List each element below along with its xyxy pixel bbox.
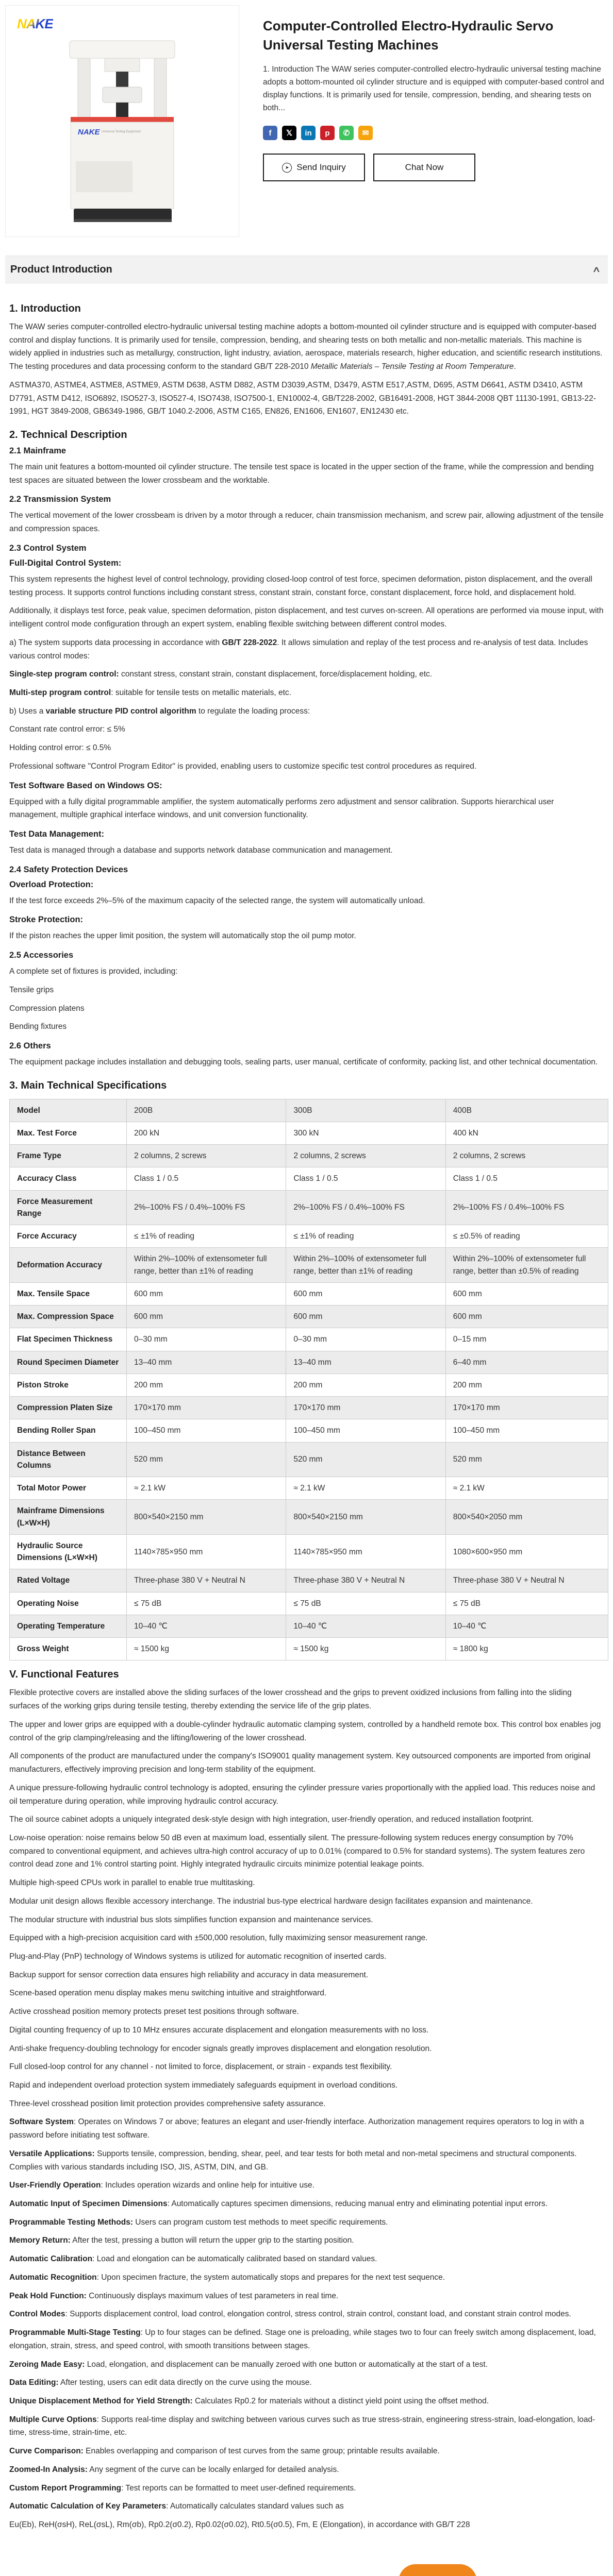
spec-cell: ≤ ±1% of reading (286, 1225, 445, 1248)
spec-cell: ≈ 2.1 kW (286, 1477, 445, 1500)
spec-cell: ≤ ±1% of reading (127, 1225, 286, 1248)
spec-cell: ≈ 2.1 kW (127, 1477, 286, 1500)
spec-cell: 200B (127, 1099, 286, 1122)
paragraph: The modular structure with industrial bus slots simplifies function expansion and maintenance services. (9, 1915, 373, 1924)
product-info-column (263, 5, 608, 237)
chevron-up-icon[interactable]: ∧ (592, 265, 601, 274)
paragraph: Automatic Input of Specimen Dimensions: Automatically captures specimen dimensions, reducing manual entry and eliminating potential input errors. (9, 2199, 548, 2209)
subsection-heading: Overload Protection: (9, 879, 94, 889)
spec-table (9, 1099, 608, 1661)
cta-button-row (263, 154, 608, 181)
paragraph: Three-level crosshead position limit protection provides comprehensive safety assurance. (9, 2099, 326, 2108)
share-icons-row (263, 126, 608, 140)
spec-row-label: Max. Compression Space (10, 1306, 127, 1328)
paragraph: Automatic Recognition: Upon specimen fracture, the system automatically stops and prepares for the next test sequence. (9, 2273, 445, 2282)
paragraph: ASTMA370, ASTME4, ASTME8, ASTME9, ASTM D638, ASTM D882, ASTM D3039,ASTM, D3479, ASTM E517,ASTM, D695, ASTM D6641, ASTM D3410, ASTM D7791, ASTM D412, ISO6892, ISO527-3, ISO527-4, ISO7438, ISO7500-1, EN10002-4, GB/T228-2002, GB16491-2008, HGT 3844-2008 QBT 11130-1991, GB13-22-1991, HGT 3849-2008, GB6349-1986, GB/T 1040.2-2006, ASTM C165, EN826, EN1606, EN1607, EN12430 etc. (9, 380, 596, 416)
paragraph: Custom Report Programming: Test reports can be formatted to meet user-defined requirements. (9, 2483, 356, 2493)
linkedin-icon[interactable]: in (301, 126, 316, 140)
spec-cell: 100–450 mm (445, 1419, 608, 1442)
spec-row-label: Mainframe Dimensions (L×W×H) (10, 1500, 127, 1535)
table-row (10, 1397, 608, 1419)
spec-cell: 2%–100% FS / 0.4%–100% FS (445, 1190, 608, 1225)
paragraph: Scene-based operation menu display makes menu switching intuitive and straightforward. (9, 1989, 327, 1998)
subsection-heading: Full-Digital Control System: (9, 558, 122, 568)
spec-cell: 520 mm (127, 1442, 286, 1477)
spec-cell: 600 mm (445, 1306, 608, 1328)
paragraph: b) Uses a variable structure PID control algorithm to regulate the loading process: (9, 706, 310, 716)
table-row (10, 1442, 608, 1477)
table-row (10, 1190, 608, 1225)
spec-cell: 1080×600×950 mm (445, 1534, 608, 1569)
spec-cell: 300B (286, 1099, 445, 1122)
subsection-heading: Test Data Management: (9, 829, 104, 839)
spec-row-label: Model (10, 1099, 127, 1122)
spec-cell: 2 columns, 2 screws (286, 1145, 445, 1167)
paragraph: Backup support for sensor correction data ensures high reliability and accuracy in data measurement. (9, 1970, 369, 1979)
paragraph: Peak Hold Function: Continuously displays maximum values of test parameters in real time. (9, 2291, 339, 2300)
section-title: Product Introduction (10, 263, 112, 275)
spec-cell: 100–450 mm (286, 1419, 445, 1442)
spec-cell: 600 mm (127, 1306, 286, 1328)
spec-cell: 1140×785×950 mm (127, 1534, 286, 1569)
paragraph: Unique Displacement Method for Yield Strength: Calculates Rp0.2 for materials without a distinct yield point using the offset method. (9, 2396, 489, 2405)
spec-cell: ≈ 1800 kg (445, 1638, 608, 1660)
spec-row-label: Gross Weight (10, 1638, 127, 1660)
spec-cell: ≤ 75 dB (445, 1592, 608, 1615)
paragraph: The vertical movement of the lower crossbeam is driven by a motor through a reducer, chain transmission mechanism, and screw pair, allowing adjustment of the tensile and compression spaces. (9, 511, 604, 534)
spec-cell: ≈ 1500 kg (286, 1638, 445, 1660)
paragraph: Test data is managed through a database and supports network database communication and management. (9, 845, 393, 855)
table-row (10, 1306, 608, 1328)
paragraph: The upper and lower grips are equipped with a double-cylinder hydraulic automatic clamping system, controlled by a handheld remote box. This control box enables jog control of the grip clamping/releasing and the lifting/lowering of the lower crosshead. (9, 1720, 601, 1742)
subsection-heading: 2.5 Accessories (9, 951, 74, 960)
svg-text:Universal Testing Equipment: Universal Testing Equipment (102, 130, 141, 133)
chat-now-button[interactable] (373, 154, 475, 181)
spec-cell: 170×170 mm (445, 1397, 608, 1419)
spec-row-label: Bending Roller Span (10, 1419, 127, 1442)
spec-cell: 2 columns, 2 screws (127, 1145, 286, 1167)
section-heading: 2. Technical Description (9, 429, 127, 441)
subsection-heading: 2.1 Mainframe (9, 446, 67, 456)
spec-cell: 0–30 mm (127, 1328, 286, 1351)
spec-cell: 10–40 ℃ (445, 1615, 608, 1637)
paragraph: Equipped with a fully digital programmable amplifier, the system automatically performs zero adjustment and sensor calibration. Supports hierarchical user management, multiple graphical interface windows, and unit conversion functionality. (9, 797, 554, 820)
subsection-heading: 2.3 Control System (9, 543, 87, 553)
spec-cell: 2%–100% FS / 0.4%–100% FS (286, 1190, 445, 1225)
spec-row-label: Accuracy Class (10, 1167, 127, 1190)
nav-item-feedback[interactable] (399, 2564, 476, 2576)
paragraph: User-Friendly Operation: Includes operation wizards and online help for intuitive use. (9, 2181, 314, 2190)
chat-now-label: Chat Now (405, 162, 444, 173)
spec-cell: 600 mm (286, 1282, 445, 1305)
brand-logo: NAKE (17, 16, 53, 31)
table-row (10, 1534, 608, 1569)
product-photo-card (5, 5, 239, 237)
spec-row-label: Deformation Accuracy (10, 1248, 127, 1283)
spec-cell: Class 1 / 0.5 (445, 1167, 608, 1190)
spec-row-label: Distance Between Columns (10, 1442, 127, 1477)
spec-cell: 13–40 mm (127, 1351, 286, 1374)
paragraph: Flexible protective covers are installed above the sliding surfaces of the lower crosshead and the grips to prevent oxidized inclusions from falling into the sliding surfaces of the working grips during tensile testing, thereby extending the service life of the grip plates. (9, 1688, 572, 1711)
spec-cell: 100–450 mm (127, 1419, 286, 1442)
subsection-heading: Stroke Protection: (9, 915, 84, 925)
spec-cell: Within 2%–100% of extensometer full range, better than ±0.5% of reading (445, 1248, 608, 1283)
table-row (10, 1615, 608, 1637)
paragraph: Holding control error: ≤ 0.5% (9, 743, 111, 753)
paragraph: Automatic Calibration: Load and elongation can be automatically calibrated based on standard values. (9, 2255, 377, 2264)
paragraph: Tensile grips (9, 985, 54, 994)
spec-cell: 2 columns, 2 screws (445, 1145, 608, 1167)
paragraph: Equipped with a high-precision acquisition card with ±500,000 resolution, fully maximizing sensor measurement range. (9, 1934, 428, 1943)
spec-cell: ≤ 75 dB (127, 1592, 286, 1615)
spec-cell: 800×540×2150 mm (127, 1500, 286, 1535)
facebook-icon[interactable]: f (263, 126, 277, 140)
spec-cell: 520 mm (445, 1442, 608, 1477)
paragraph: Bending fixtures (9, 1022, 67, 1031)
table-row (10, 1351, 608, 1374)
paragraph: Modular unit design allows flexible accessory interchange. The industrial bus-type electrical hardware design facilitates expansion and maintenance. (9, 1896, 533, 1906)
paragraph: a) The system supports data processing in accordance with GB/T 228-2022. It allows simulation and replay of the test process and re-analysis of test data. Includes various control modes: (9, 638, 588, 660)
paragraph: Low-noise operation: noise remains below 50 dB even at maximum load, essentially silent. The pressure-following system reduces energy consumption by 70% compared to conventional equipment, and achieves ultra-high control accuracy of up to 0.01% (compared to 0.5% for standard systems). The system features zero control dead zone and 1% control starting point. Highly integrated hydraulic circuits minimize potential leakage points. (9, 1833, 585, 1869)
spec-cell: 1140×785×950 mm (286, 1534, 445, 1569)
paragraph: Multiple Curve Options: Supports real-time display and switching between various curves such as true stress-strain, engineering stress-strain, load-elongation, load-time, stress-time, strain-time, etc. (9, 2415, 595, 2437)
spec-row-label: Frame Type (10, 1145, 127, 1167)
paragraph: Zoomed-In Analysis: Any segment of the curve can be locally enlarged for detailed analysis. (9, 2465, 339, 2474)
spec-cell: 170×170 mm (127, 1397, 286, 1419)
pinterest-icon[interactable]: p (320, 126, 335, 140)
table-row (10, 1500, 608, 1535)
spec-cell: 2%–100% FS / 0.4%–100% FS (127, 1190, 286, 1225)
paragraph: Single-step program control: constant stress, constant strain, constant displacement, force/displacement holding, etc. (9, 670, 433, 679)
email-icon[interactable]: ✉ (358, 126, 373, 140)
spec-cell: Three-phase 380 V + Neutral N (445, 1569, 608, 1592)
subsection-heading: 2.6 Others (9, 1041, 51, 1050)
paragraph: Plug-and-Play (PnP) technology of Windows systems is utilized for automatic recognition of inserted cards. (9, 1952, 387, 1961)
spec-cell: 10–40 ℃ (286, 1615, 445, 1637)
paragraph: If the test force exceeds 2%–5% of the maximum capacity of the selected range, the system will automatically unload. (9, 896, 425, 905)
paragraph: Automatic Calculation of Key Parameters: Automatically calculates standard values such as (9, 2502, 344, 2511)
page-title: Computer-Controlled Electro-Hydraulic Servo Universal Testing Machines (263, 18, 554, 53)
table-row (10, 1145, 608, 1167)
paragraph: Full closed-loop control for any channel - not limited to force, displacement, or strain - expands test flexibility. (9, 2062, 392, 2072)
spec-row-label: Operating Temperature (10, 1615, 127, 1637)
table-row (10, 1248, 608, 1283)
paragraph: Versatile Applications: Supports tensile, compression, bending, shear, peel, and tear tests for both metal and non-metal specimens and structural components. Complies with various standards including ISO, JIS, ASTM, DIN, and GB. (9, 2149, 577, 2172)
table-row (10, 1638, 608, 1660)
product-summary-section (0, 0, 613, 237)
spec-cell: 13–40 mm (286, 1351, 445, 1374)
svg-text:NAKE: NAKE (78, 128, 100, 137)
spec-cell: 200 mm (445, 1374, 608, 1396)
spec-cell: ≈ 2.1 kW (445, 1477, 608, 1500)
spec-cell: Within 2%–100% of extensometer full range, better than ±1% of reading (286, 1248, 445, 1283)
paragraph: Software System: Operates on Windows 7 or above; features an elegant and user-friendly interface. Authorization management requires operators to log in with a password before initiating test software. (9, 2117, 584, 2140)
paragraph: If the piston reaches the upper limit position, the system will automatically stop the oil pump motor. (9, 931, 356, 941)
paragraph: Eu(Eb), ReH(σsH), ReL(σsL), Rm(σb), Rp0.2(σ0.2), Rp0.02(σ0.02), Rt0.5(σ0.5), Fm, E (Elongation), in accordance with GB/T 228 (9, 2520, 470, 2529)
paragraph: Programmable Testing Methods: Users can program custom test methods to meet specific requirements. (9, 2217, 388, 2227)
spec-row-label: Rated Voltage (10, 1569, 127, 1592)
spec-cell: Three-phase 380 V + Neutral N (286, 1569, 445, 1592)
paragraph: A unique pressure-following hydraulic control technology is adopted, ensuring the cylinder pressure varies proportionally with the applied load. This reduces noise and oil temperature during operation, while improving hydraulic control accuracy. (9, 1783, 595, 1806)
paragraph: Rapid and independent overload protection system immediately safeguards equipment in overload conditions. (9, 2081, 398, 2090)
spec-cell: 400 kN (445, 1122, 608, 1144)
spec-row-label: Max. Test Force (10, 1122, 127, 1144)
paragraph: This system represents the highest level of control technology, providing closed-loop control of test force, specimen deformation, piston displacement, and the overall testing process. It supports control functions including constant stress, constant strain, constant force, constant displacement, force hold, and displacement hold. (9, 574, 592, 597)
table-row (10, 1592, 608, 1615)
paragraph: The equipment package includes installation and debugging tools, sealing parts, user manual, certificate of conformity, packing list, and other technical documentation. (9, 1058, 598, 1066)
spec-row-label: Operating Noise (10, 1592, 127, 1615)
table-row (10, 1225, 608, 1248)
table-row (10, 1167, 608, 1190)
section-heading: 3. Main Technical Specifications (9, 1079, 167, 1091)
spec-cell: 200 mm (127, 1374, 286, 1396)
table-row (10, 1122, 608, 1144)
spec-cell: 0–30 mm (286, 1328, 445, 1351)
spec-row-label: Max. Tensile Space (10, 1282, 127, 1305)
paragraph: Compression platens (9, 1004, 85, 1013)
table-row (10, 1569, 608, 1592)
spec-cell: 800×540×2050 mm (445, 1500, 608, 1535)
spec-cell: 600 mm (127, 1282, 286, 1305)
paragraph: A complete set of fixtures is provided, including: (9, 967, 178, 976)
paragraph: Active crosshead position memory protects preset test positions through software. (9, 2007, 299, 2016)
table-row (10, 1419, 608, 1442)
paragraph: Professional software "Control Program Editor" is provided, enabling users to customize specific test control procedures as required. (9, 761, 477, 771)
spec-cell: 800×540×2150 mm (286, 1500, 445, 1535)
spec-cell: 200 kN (127, 1122, 286, 1144)
spec-row-label: Hydraulic Source Dimensions (L×W×H) (10, 1534, 127, 1569)
table-row (10, 1477, 608, 1500)
whatsapp-icon[interactable]: ✆ (339, 126, 354, 140)
paragraph: Multiple high-speed CPUs work in parallel to enable true multitasking. (9, 1878, 255, 1888)
send-inquiry-label: Send Inquiry (296, 162, 346, 173)
spec-cell: 300 kN (286, 1122, 445, 1144)
paragraph: Control Modes: Supports displacement control, load control, elongation control, stress control, strain control, constant load, and constant strain control modes. (9, 2310, 571, 2319)
spec-cell: 200 mm (286, 1374, 445, 1396)
paper-plane-circle-icon: ➤ (282, 163, 292, 173)
main-navigation (5, 2563, 613, 2576)
subsection-heading: 2.4 Safety Protection Devices (9, 865, 128, 874)
spec-cell: 170×170 mm (286, 1397, 445, 1419)
spec-cell: ≤ ±0.5% of reading (445, 1225, 608, 1248)
spec-cell: ≈ 1500 kg (127, 1638, 286, 1660)
spec-cell: Three-phase 380 V + Neutral N (127, 1569, 286, 1592)
paragraph: Multi-step program control: suitable for tensile tests on metallic materials, etc. (9, 688, 291, 697)
section-heading: 1. Introduction (9, 303, 81, 314)
spec-row-label: Compression Platen Size (10, 1397, 127, 1419)
spec-row-label: Force Measurement Range (10, 1190, 127, 1225)
x-twitter-icon[interactable]: 𝕏 (282, 126, 296, 140)
paragraph: Anti-shake frequency-doubling technology for encoder signals greatly improves displacement and elongation resolution. (9, 2044, 432, 2053)
subsection-heading: Test Software Based on Windows OS: (9, 781, 162, 790)
spec-cell: 520 mm (286, 1442, 445, 1477)
spec-row-label: Flat Specimen Thickness (10, 1328, 127, 1351)
spec-cell: 600 mm (286, 1306, 445, 1328)
spec-cell: Within 2%–100% of extensometer full range, better than ±1% of reading (127, 1248, 286, 1283)
paragraph: The WAW series computer-controlled electro-hydraulic universal testing machine adopts a bottom-mounted oil cylinder structure and is equipped with computer-based control and display functions. It is primarily used for tensile, compression, bending, and shearing tests on both metallic and non-metallic materials. This machine is widely applied in industries such as metallurgy, construction, light industry, aviation, aerospace, materials research, higher education, and scientific research institutions. The testing procedures and data processing conform to the standard GB/T 228-2010 Metallic Materials – Tensile Testing at Room Temperature. (9, 323, 603, 371)
spec-cell: Class 1 / 0.5 (286, 1167, 445, 1190)
spec-row-label: Force Accuracy (10, 1225, 127, 1248)
paragraph: Additionally, it displays test force, peak value, specimen deformation, piston displacement, and test curves on-screen. All operations are performed via mouse input, with intelligent control mode configuration through an expert system, enabling flexible switching between different control modes. (9, 606, 604, 629)
magnifier-icon[interactable] (528, 2575, 542, 2576)
spec-row-label: Piston Stroke (10, 1374, 127, 1396)
paragraph: Curve Comparison: Enables overlapping and comparison of test curves from the same group; printable results available. (9, 2447, 440, 2456)
product-introduction-header[interactable] (5, 256, 608, 283)
spec-cell: 600 mm (445, 1282, 608, 1305)
section-heading: V. Functional Features (9, 1669, 119, 1681)
paragraph: The oil source cabinet adopts a uniquely integrated desk-style design with high integration, user-friendly operation, and reduced installation footprint. (9, 1815, 534, 1824)
spec-row-label: Round Specimen Diameter (10, 1351, 127, 1374)
table-row (10, 1099, 608, 1122)
paragraph: Constant rate control error: ≤ 5% (9, 725, 125, 734)
subsection-heading: 2.2 Transmission System (9, 495, 111, 504)
spec-cell: ≤ 75 dB (286, 1592, 445, 1615)
paragraph: Zeroing Made Easy: Load, elongation, and displacement can be manually zeroed with one button or automatically at the start of a test. (9, 2360, 488, 2369)
paragraph: Programmable Multi-Stage Testing: Up to four stages can be defined. Stage one is preloading, while stages two to four can freely switch among displacement, load, elongation, strain, stress, and speed control, with smooth transitions between stages. (9, 2328, 596, 2350)
product-introduction-body (0, 283, 613, 2534)
spec-cell: Class 1 / 0.5 (127, 1167, 286, 1190)
testing-machine-image (55, 38, 189, 228)
spec-cell: 0–15 mm (445, 1328, 608, 1351)
spec-cell: 400B (445, 1099, 608, 1122)
paragraph: The main unit features a bottom-mounted oil cylinder structure. The tensile test space is located in the upper section of the frame, while the compression and bending test spaces are situated between the lower crossbeam and the worktable. (9, 463, 594, 485)
paragraph: Digital counting frequency of up to 10 MHz ensures accurate displacement and elongation measurements with no loss. (9, 2025, 429, 2035)
paragraph: All components of the product are manufactured under the company's ISO9001 quality management system. Key outsourced components are imported from original manufacturers, effectively improving precision and long-term stability of the equipment. (9, 1752, 591, 1774)
table-row (10, 1282, 608, 1305)
table-row (10, 1328, 608, 1351)
product-summary-text: 1. Introduction The WAW series computer-controlled electro-hydraulic universal testing machine adopts a bottom-mounted oil cylinder structure and is equipped with computer-based control and display functions. It is primarily used for tensile, compression, bending, and shearing tests on both... (263, 64, 604, 113)
paragraph: Memory Return: After the test, pressing a button will return the upper grip to the starting position. (9, 2236, 354, 2245)
send-inquiry-button[interactable] (263, 154, 365, 181)
paragraph: Data Editing: After testing, users can edit data directly on the curve using the mouse. (9, 2378, 312, 2387)
spec-cell: 6–40 mm (445, 1351, 608, 1374)
spec-row-label: Total Motor Power (10, 1477, 127, 1500)
spec-cell: 10–40 ℃ (127, 1615, 286, 1637)
table-row (10, 1374, 608, 1396)
